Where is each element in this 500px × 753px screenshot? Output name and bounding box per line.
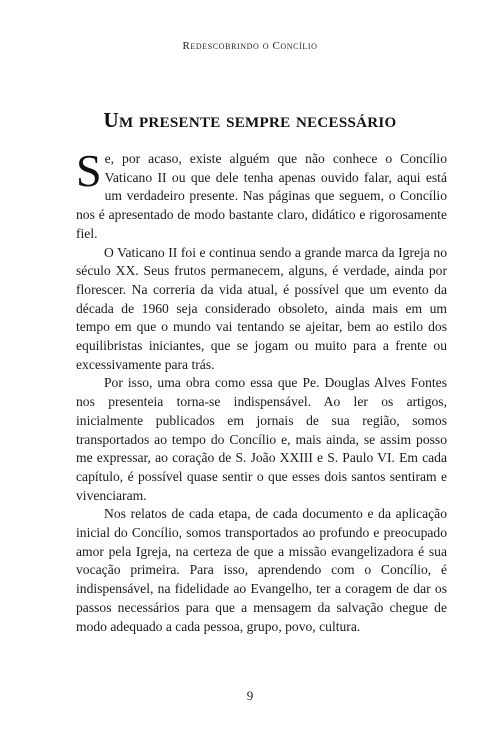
page-number: 9 (246, 688, 254, 703)
running-head: Redescobrindo o Concílio (182, 40, 318, 52)
paragraph-3: Por isso, uma obra como essa que Pe. Douglas Alves Fontes nos presenteia torna-se indispensável. Ao ler os artigos, inicialmente publicados em jornais de sua região, somos transportados ao tempo do Concílio e, mais ainda, se assim posso me expressar, ao coração de S. João XXIII e S. Paulo VI. Em cada capítulo, é possível quase sentir o que esses dois santos sentiram e vivenciaram. (76, 375, 447, 503)
body-text (76, 145, 447, 636)
paragraph-2: O Vaticano II foi e continua sendo a grande marca da Igreja no século XX. Seus frutos permanecem, alguns, é verdade, ainda por florescer. Na correria da vida atual, é possível que um evento da década de 1960 seja considerado obsoleto, ainda mais em um tempo em que o mundo vai tentando se ajeitar, bem ao estilo dos equilibristas iniciantes, que se jogam ou muito para a frente ou excessivamente para trás. (76, 244, 447, 372)
paragraph-1-text: e, por acaso, existe alguém que não conhece o Concílio Vaticano II ou que dele tenha apenas ouvido falar, aqui está um verdadeiro presente. Nas páginas que seguem, o Concílio nos é apresentado de modo bastante claro, didático e rigorosamente fiel. (76, 151, 447, 241)
paragraph-4: Nos relatos de cada etapa, de cada documento e da aplicação inicial do Concílio, somos transportados ao profundo e preocupado amor pela Igreja, na certeza de que a missão evangelizadora é sua vocação primeira. Para isso, aprendendo com o Concílio, é indispensável, na fidelidade ao Evangelho, ter a coragem de dar os passos necessários para que a mensagem da salvação chegue de modo adequado a cada pessoa, grupo, povo, cultura. (76, 506, 447, 634)
chapter-title: Um presente sempre necessário (103, 108, 397, 132)
drop-cap: S (76, 145, 102, 196)
paragraph-1 (76, 145, 447, 244)
